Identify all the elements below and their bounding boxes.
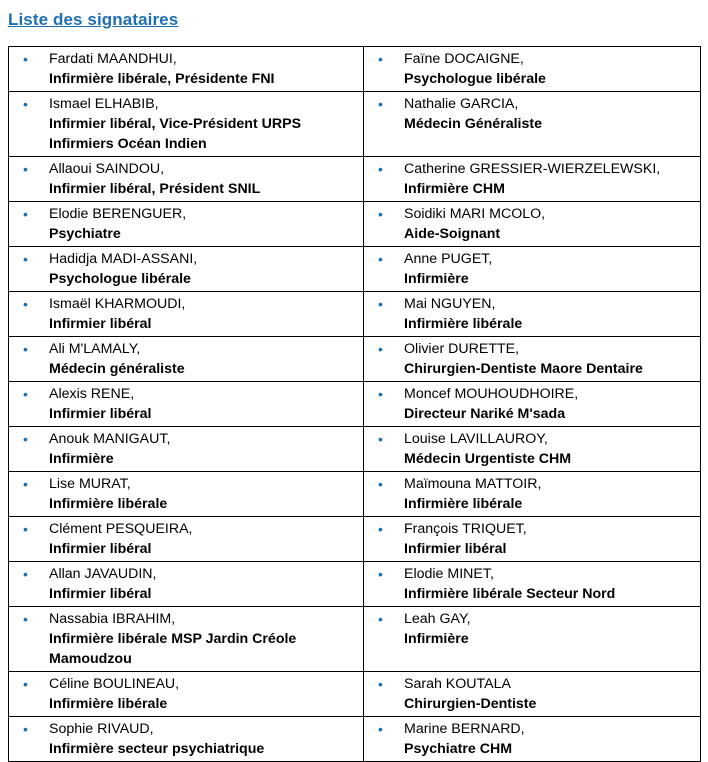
- signatory-name: Mai NGUYEN,: [404, 296, 496, 312]
- signatory-name: Allaoui SAINDOU,: [49, 161, 165, 177]
- signatory-text: [49, 204, 359, 244]
- signatory-role: Infirmier libéral, Président SNIL: [49, 181, 261, 197]
- signatory-name: Moncef MOUHOUDHOIRE,: [404, 386, 579, 402]
- signatory-name: Hadidja MADI-ASSANI,: [49, 251, 198, 267]
- signatory-name: Nassabia IBRAHIM,: [49, 611, 176, 627]
- bullet-icon: •: [378, 721, 383, 737]
- signatory-cell-left: [9, 202, 364, 247]
- list-item: [23, 94, 359, 154]
- signatory-name: Ismaël KHARMOUDI,: [49, 296, 186, 312]
- list-item: [23, 474, 359, 514]
- table-row: [9, 337, 701, 382]
- list-item: [378, 159, 696, 199]
- bullet-icon: •: [378, 51, 383, 67]
- bullet-icon: •: [378, 431, 383, 447]
- signatory-role: Médecin Urgentiste CHM: [404, 451, 572, 467]
- signatory-name: Clément PESQUEIRA,: [49, 521, 193, 537]
- signatory-cell-right: [364, 517, 701, 562]
- signatory-cell-left: [9, 92, 364, 157]
- signatory-role: Psychiatre CHM: [404, 741, 513, 757]
- signatory-text: [404, 474, 696, 514]
- signatory-cell-right: [364, 47, 701, 92]
- bullet-icon: •: [23, 476, 28, 492]
- signatory-role: Psychologue libérale: [49, 271, 191, 287]
- signatory-text: [404, 609, 696, 649]
- list-item: [23, 339, 359, 379]
- bullet-icon: •: [23, 341, 28, 357]
- signatory-cell-right: [364, 472, 701, 517]
- bullet-icon: •: [23, 566, 28, 582]
- signatory-text: [404, 429, 696, 469]
- signatory-cell-right: [364, 672, 701, 717]
- signatory-cell-left: [9, 562, 364, 607]
- signatory-role: Infirmière libérale MSP Jardin Créole Mamoudzou: [49, 631, 297, 667]
- signatory-cell-left: [9, 472, 364, 517]
- bullet-icon: •: [23, 96, 28, 112]
- signatory-name: Anouk MANIGAUT,: [49, 431, 171, 447]
- signatory-name: Leah GAY,: [404, 611, 471, 627]
- signatory-role: Infirmière: [404, 271, 469, 287]
- signatory-name: Sarah KOUTALA: [404, 676, 511, 692]
- signatory-text: [49, 384, 359, 424]
- bullet-icon: •: [23, 721, 28, 737]
- bullet-icon: •: [378, 566, 383, 582]
- signatory-cell-right: [364, 562, 701, 607]
- signatory-text: [49, 294, 359, 334]
- signatory-name: Ali M'LAMALY,: [49, 341, 141, 357]
- signatory-role: Médecin Généraliste: [404, 116, 542, 132]
- signatory-text: [49, 159, 359, 199]
- list-item: [23, 564, 359, 604]
- list-item: [378, 204, 696, 244]
- signatory-cell-left: [9, 427, 364, 472]
- table-row: [9, 672, 701, 717]
- bullet-icon: •: [378, 476, 383, 492]
- signatory-role: Infirmière libérale: [404, 496, 523, 512]
- signatory-cell-right: [364, 157, 701, 202]
- signatory-text: [404, 674, 696, 714]
- signatory-text: [404, 94, 696, 134]
- signatory-text: [404, 564, 696, 604]
- list-item: [23, 294, 359, 334]
- bullet-icon: •: [23, 611, 28, 627]
- signatory-text: [49, 609, 359, 669]
- list-item: [23, 249, 359, 289]
- signatory-cell-left: [9, 517, 364, 562]
- signatory-text: [404, 249, 696, 289]
- signatory-cell-left: [9, 717, 364, 762]
- table-row: [9, 247, 701, 292]
- bullet-icon: •: [23, 161, 28, 177]
- list-item: [378, 719, 696, 759]
- signatory-name: Alexis RENE,: [49, 386, 135, 402]
- signatory-text: [49, 49, 359, 89]
- signatory-role: Directeur Nariké M'sada: [404, 406, 566, 422]
- signatory-role: Chirurgien-Dentiste: [404, 696, 537, 712]
- signatory-role: Aide-Soignant: [404, 226, 501, 242]
- signatory-text: [404, 49, 696, 89]
- list-item: [378, 384, 696, 424]
- signatory-cell-left: [9, 672, 364, 717]
- signatory-cell-left: [9, 607, 364, 672]
- table-row: [9, 717, 701, 762]
- signatory-role: Infirmier libéral: [49, 316, 152, 332]
- bullet-icon: •: [378, 161, 383, 177]
- bullet-icon: •: [23, 251, 28, 267]
- signatory-role: Infirmière libérale: [49, 696, 168, 712]
- bullet-icon: •: [378, 206, 383, 222]
- table-row: [9, 472, 701, 517]
- list-item: [23, 519, 359, 559]
- list-item: [23, 609, 359, 669]
- signatory-cell-right: [364, 382, 701, 427]
- signatory-name: Ismael ELHABIB,: [49, 96, 159, 112]
- signatory-name: Faïne DOCAIGNE,: [404, 51, 524, 67]
- signatory-text: [404, 159, 696, 199]
- signatory-role: Psychiatre: [49, 226, 121, 242]
- signatory-cell-right: [364, 717, 701, 762]
- list-item: [378, 564, 696, 604]
- table-row: [9, 202, 701, 247]
- list-item: [378, 474, 696, 514]
- signatory-role: Chirurgien-Dentiste Maore Dentaire: [404, 361, 643, 377]
- bullet-icon: •: [23, 296, 28, 312]
- signatory-role: Médecin généraliste: [49, 361, 185, 377]
- signatory-role: Infirmière libérale, Présidente FNI: [49, 71, 275, 87]
- bullet-icon: •: [378, 296, 383, 312]
- list-item: [378, 519, 696, 559]
- signatory-text: [49, 339, 359, 379]
- list-item: [23, 49, 359, 89]
- table-row: [9, 47, 701, 92]
- bullet-icon: •: [23, 386, 28, 402]
- signatory-name: François TRIQUET,: [404, 521, 527, 537]
- signatory-role: Infirmière: [49, 451, 114, 467]
- signatory-text: [49, 94, 359, 154]
- signatory-role: Infirmière libérale: [49, 496, 168, 512]
- signatory-text: [49, 564, 359, 604]
- table-row: [9, 562, 701, 607]
- signatory-cell-right: [364, 292, 701, 337]
- signatory-text: [404, 719, 696, 759]
- table-row: [9, 427, 701, 472]
- list-item: [378, 94, 696, 134]
- signatory-name: Anne PUGET,: [404, 251, 493, 267]
- signatory-cell-left: [9, 292, 364, 337]
- table-row: [9, 517, 701, 562]
- signatory-text: [404, 519, 696, 559]
- signatory-cell-right: [364, 92, 701, 157]
- table-row: [9, 92, 701, 157]
- signatory-role: Infirmier libéral: [49, 406, 152, 422]
- signatory-text: [49, 674, 359, 714]
- signatory-text: [49, 249, 359, 289]
- signatory-cell-left: [9, 247, 364, 292]
- page-title: Liste des signataires: [8, 10, 179, 29]
- signatory-role: Infirmière secteur psychiatrique: [49, 741, 265, 757]
- table-row: [9, 607, 701, 672]
- signatory-role: Infirmière CHM: [404, 181, 505, 197]
- signatory-text: [49, 474, 359, 514]
- signatory-name: Allan JAVAUDIN,: [49, 566, 157, 582]
- bullet-icon: •: [378, 676, 383, 692]
- signatory-cell-left: [9, 157, 364, 202]
- list-item: [23, 674, 359, 714]
- list-item: [378, 429, 696, 469]
- bullet-icon: •: [23, 206, 28, 222]
- signatory-name: Louise LAVILLAUROY,: [404, 431, 548, 447]
- signatory-cell-right: [364, 607, 701, 672]
- signatory-role: Infirmier libéral: [49, 541, 152, 557]
- bullet-icon: •: [378, 251, 383, 267]
- list-item: [23, 719, 359, 759]
- bullet-icon: •: [23, 51, 28, 67]
- signatory-name: Elodie BERENGUER,: [49, 206, 187, 222]
- signatory-name: Elodie MINET,: [404, 566, 494, 582]
- signatory-name: Soidiki MARI MCOLO,: [404, 206, 546, 222]
- list-item: [23, 384, 359, 424]
- bullet-icon: •: [378, 611, 383, 627]
- list-item: [23, 204, 359, 244]
- signatory-cell-left: [9, 337, 364, 382]
- list-item: [378, 339, 696, 379]
- table-row: [9, 157, 701, 202]
- signatory-name: Maïmouna MATTOIR,: [404, 476, 542, 492]
- table-row: [9, 292, 701, 337]
- signatory-name: Marine BERNARD,: [404, 721, 525, 737]
- signatory-text: [49, 519, 359, 559]
- signatory-role: Infirmière: [404, 631, 469, 647]
- signatory-text: [404, 294, 696, 334]
- list-item: [23, 159, 359, 199]
- list-item: [378, 674, 696, 714]
- signatory-cell-right: [364, 202, 701, 247]
- signatory-cell-right: [364, 337, 701, 382]
- bullet-icon: •: [23, 676, 28, 692]
- bullet-icon: •: [378, 96, 383, 112]
- signatory-role: Infirmier libéral: [49, 586, 152, 602]
- signatory-cell-right: [364, 247, 701, 292]
- signatory-text: [49, 429, 359, 469]
- list-item: [378, 294, 696, 334]
- bullet-icon: •: [378, 341, 383, 357]
- signatories-table: [8, 46, 701, 762]
- list-item: [378, 609, 696, 649]
- signatory-role: Infirmière libérale Secteur Nord: [404, 586, 616, 602]
- signatory-name: Catherine GRESSIER-WIERZELEWSKI,: [404, 161, 661, 177]
- signatory-role: Infirmier libéral, Vice-Président URPS Infirmiers Océan Indien: [49, 116, 302, 152]
- signatory-role: Infirmier libéral: [404, 541, 507, 557]
- list-item: [378, 249, 696, 289]
- signatory-name: Lise MURAT,: [49, 476, 131, 492]
- signatories-table-body: [9, 47, 701, 762]
- signatory-name: Sophie RIVAUD,: [49, 721, 154, 737]
- signatory-text: [404, 339, 696, 379]
- list-item: [23, 429, 359, 469]
- bullet-icon: •: [23, 521, 28, 537]
- signatory-cell-left: [9, 47, 364, 92]
- list-item: [378, 49, 696, 89]
- signatory-name: Céline BOULINEAU,: [49, 676, 180, 692]
- signatory-text: [404, 384, 696, 424]
- signatory-cell-right: [364, 427, 701, 472]
- signatory-role: Infirmière libérale: [404, 316, 523, 332]
- bullet-icon: •: [378, 521, 383, 537]
- bullet-icon: •: [23, 431, 28, 447]
- signatory-role: Psychologue libérale: [404, 71, 546, 87]
- bullet-icon: •: [378, 386, 383, 402]
- table-row: [9, 382, 701, 427]
- signatory-cell-left: [9, 382, 364, 427]
- signatory-text: [404, 204, 696, 244]
- signatory-name: Olivier DURETTE,: [404, 341, 520, 357]
- signatory-name: Fardati MAANDHUI,: [49, 51, 177, 67]
- signatory-name: Nathalie GARCIA,: [404, 96, 519, 112]
- signatory-text: [49, 719, 359, 759]
